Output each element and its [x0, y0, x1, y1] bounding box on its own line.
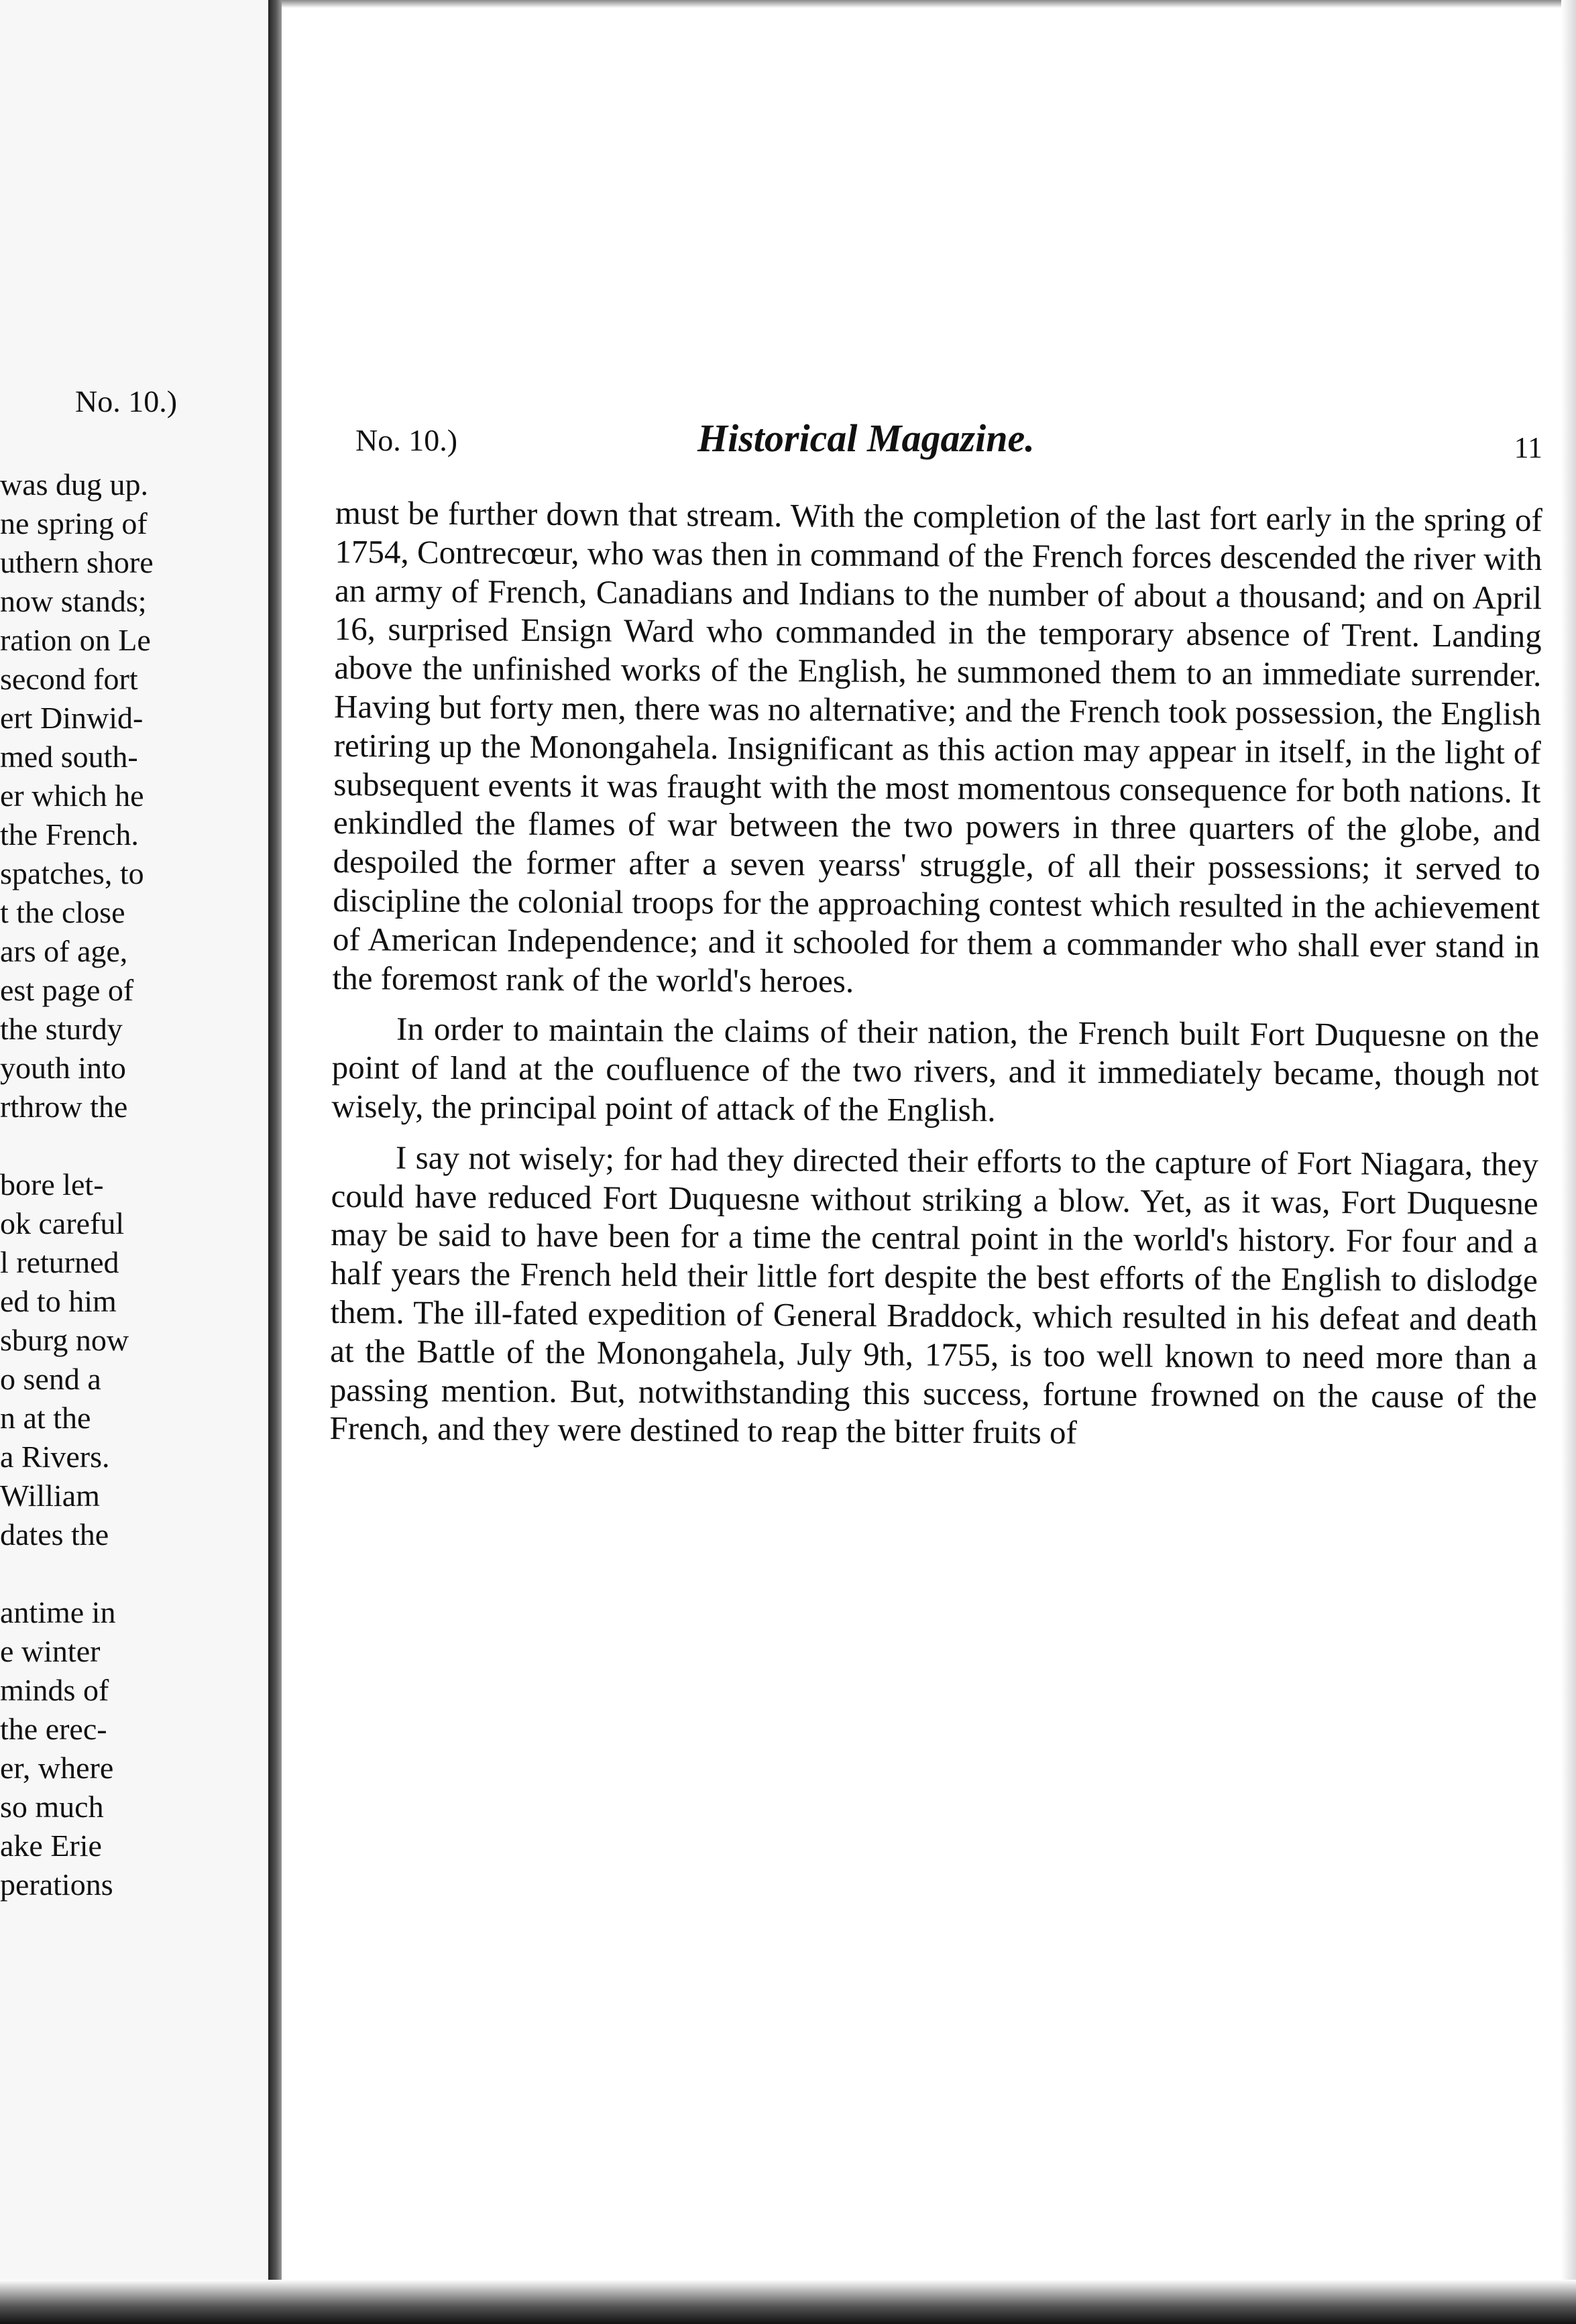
previous-page	[0, 0, 268, 2324]
left-line: ration on Le	[0, 623, 151, 657]
scan-bottom-edge	[0, 2280, 1576, 2324]
left-line: uthern shore	[0, 545, 154, 579]
left-line: the French.	[0, 817, 139, 852]
left-line: the erec-	[0, 1712, 107, 1746]
paragraph: I say not wisely; for had they directed their efforts to the capture of Fort Niagara, they could have reduced Fort Duquesne without striking a blow. Yet, as it was, Fort Duquesne may be said to have been for a time the central point in the world's history. For four and a half years the French held their little fort despite the best efforts of the English to dislodge them. The ill-fated expedition of General Braddock, which resulted in his defeat and death at the Battle of the Monongahela, July 9th, 1755, is too well known to need more than a passing mention. But, notwithstanding this success, fortune frowned on the cause of the French, and they were destined to reap the bitter fruits of	[329, 1139, 1539, 1452]
left-line: ne spring of	[0, 506, 148, 540]
left-line: rthrow the	[0, 1090, 128, 1124]
current-page	[282, 0, 1576, 2324]
left-line	[0, 1554, 154, 1593]
left-line: ed to him	[0, 1284, 117, 1318]
left-line: perations	[0, 1867, 113, 1902]
left-line: n at the	[0, 1401, 91, 1435]
left-line: minds of	[0, 1673, 109, 1707]
body-text	[329, 493, 1542, 1455]
left-line: med south-	[0, 740, 138, 774]
left-line	[0, 1126, 154, 1165]
left-line: bore let-	[0, 1167, 104, 1202]
left-line: a Rivers.	[0, 1440, 110, 1474]
left-line: est page of	[0, 973, 134, 1007]
book-gutter	[268, 0, 282, 2324]
left-line: t the close	[0, 895, 125, 929]
left-line: now stands;	[0, 584, 147, 618]
left-line: ake Erie	[0, 1828, 102, 1863]
left-page-header: No. 10.)	[75, 384, 178, 418]
left-line: so much	[0, 1790, 104, 1824]
left-line: second fort	[0, 662, 138, 696]
left-line: sburg now	[0, 1323, 129, 1357]
left-line: the sturdy	[0, 1012, 123, 1046]
left-page-text	[0, 465, 154, 1904]
left-line: dates the	[0, 1517, 109, 1552]
left-line: o send a	[0, 1362, 101, 1396]
left-line: antime in	[0, 1595, 116, 1629]
left-line: l returned	[0, 1245, 119, 1279]
left-line: e winter	[0, 1634, 101, 1668]
issue-number: No. 10.)	[355, 423, 458, 457]
left-line: er which he	[0, 778, 144, 813]
left-line: ok careful	[0, 1206, 125, 1240]
left-line: youth into	[0, 1051, 126, 1085]
paragraph: must be further down that stream. With the completion of the last fort early in the spring of 1754, Contrecœur, who was then in command of the French forces descended the river with an army of French, Canadians and Indians to the number of about a thousand; and on April 16, surprised Ensign Ward who commanded in the temporary absence of Trent. Landing above the unfinished works of the English, he summoned them to an immediate surrender. Having but forty men, there was no alternative; and the French took possession, the English retiring up the Monongahela. Insignificant as this action may appear in itself, in the light of subsequent events it was fraught with the most momentous consequence for both nations. It enkindled the flames of war between the two powers in three quarters of the globe, and despoiled the former after a seven yearss' struggle, of all their possessions; it served to discipline the colonial troops for the approaching contest which resulted in the achievement of American Independence; and it schooled for them a commander who shall ever stand in the foremost rank of the world's heroes.	[332, 494, 1542, 1000]
left-line: spatches, to	[0, 856, 144, 890]
running-head	[355, 416, 1542, 469]
page-number: 11	[1514, 431, 1542, 464]
magazine-title: Historical Magazine.	[697, 416, 1035, 460]
page-top-edge	[282, 0, 1576, 8]
left-line: ert Dinwid-	[0, 701, 144, 735]
left-line: er, where	[0, 1751, 114, 1785]
page-right-edge	[1561, 0, 1576, 2324]
left-line: William	[0, 1478, 100, 1513]
paragraph: In order to maintain the claims of their nation, the French built Fort Duquesne on the point of land at the coufluence of the two rivers, and it immediately became, though not wisely, the principal point of attack of the English.	[331, 1010, 1540, 1128]
left-line: was dug up.	[0, 467, 149, 502]
left-line: ars of age,	[0, 934, 128, 968]
